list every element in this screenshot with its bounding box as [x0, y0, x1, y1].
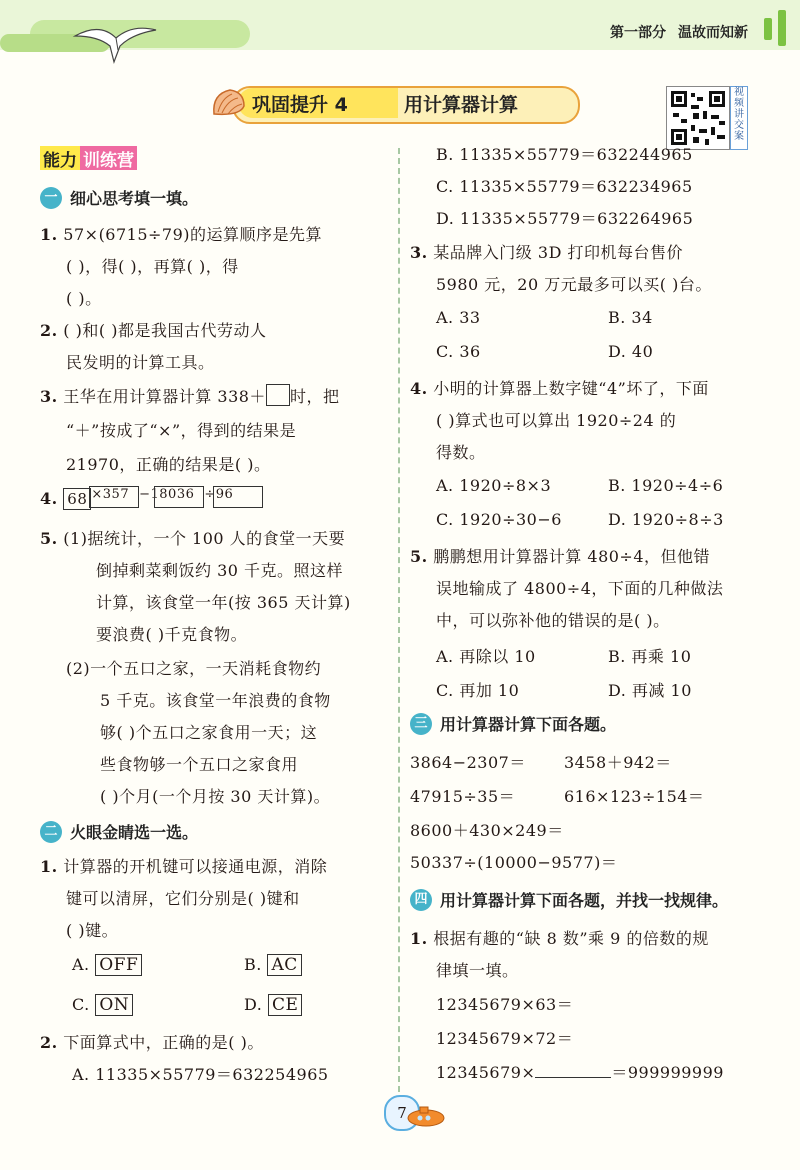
option[interactable]: C. 1920÷30−6: [436, 510, 562, 529]
badge-part-b: 训练营: [80, 146, 137, 170]
question-text: 鹏鹏想用计算器计算 480÷4，但他错: [433, 547, 711, 566]
option[interactable]: D. 11335×55779＝632264965: [436, 209, 694, 228]
question-line: [410, 544, 710, 567]
key-label: OFF: [95, 954, 142, 976]
question-number: 2.: [40, 1033, 58, 1052]
calc-expression: 8600＋430×249＝: [410, 821, 564, 840]
answer-box[interactable]: [266, 384, 290, 406]
question-text: 下面算式中，正确的是( )。: [63, 1033, 264, 1052]
question-line: [40, 318, 266, 341]
header-part-title: 温故而知新: [678, 25, 748, 41]
question-text: 时，把: [289, 387, 340, 406]
lesson-title: 巩固提升 4: [252, 94, 348, 116]
section-heading: [40, 186, 198, 209]
calc-expression: [436, 1060, 724, 1083]
question-line: [410, 376, 709, 399]
question-number: 5.: [40, 529, 58, 548]
shell-icon: [210, 86, 248, 122]
topic-title: 用计算器计算: [404, 94, 519, 116]
calc-expression-part: ＝999999999: [611, 1063, 724, 1082]
section-badge: [40, 146, 137, 170]
qr-label: 视频讲交案: [730, 86, 748, 150]
question-line: ( )算式也可以算出 1920÷24 的: [436, 411, 677, 430]
question-text: 计算器的开机键可以接通电源，消除: [63, 857, 328, 876]
seagull-icon: [70, 14, 160, 74]
page-number: 7: [384, 1095, 420, 1131]
question-line: 要浪费( )千克食物。: [96, 625, 248, 644]
answer-box[interactable]: [213, 486, 263, 508]
calc-expression: 3458＋942＝: [564, 753, 672, 772]
section-number: 二: [40, 821, 62, 843]
calc-expression: 50337÷(10000−9577)＝: [410, 853, 618, 872]
question-text: (1)据统计，一个 100 人的食堂一天要: [63, 529, 346, 548]
question-number: 3.: [40, 387, 58, 406]
option[interactable]: [72, 954, 142, 976]
option-letter: C.: [72, 995, 90, 1014]
option[interactable]: B. 34: [608, 308, 653, 327]
question-line: 够( )个五口之家食用一天；这: [100, 723, 318, 742]
header-part: 第一部分: [610, 25, 666, 41]
calc-expression: 47915÷35＝: [410, 787, 516, 806]
question-line: [410, 240, 683, 263]
question-line: 民发明的计算工具。: [66, 353, 215, 372]
option[interactable]: D. 40: [608, 342, 654, 361]
section-title: 用计算器计算下面各题，并找一找规律。: [440, 891, 729, 910]
answer-box[interactable]: [154, 486, 204, 508]
calc-expression: 3864−2307＝: [410, 753, 526, 772]
question-number: 4.: [40, 489, 58, 508]
question-number: 1.: [40, 225, 58, 244]
question-line: 键可以清屏，它们分别是( )键和: [66, 889, 300, 908]
question-line: ( )个月(一个月按 30 天计算)。: [100, 787, 331, 806]
chain-operation: ÷96: [204, 487, 234, 502]
chain-operation: −18036: [139, 487, 195, 502]
question-line: 中，可以弥补他的错误的是( )。: [436, 611, 670, 630]
option[interactable]: D. 再减 10: [608, 681, 692, 700]
header-section: [598, 22, 748, 42]
question-line: 倒掉剩菜剩饭约 30 千克。照这样: [96, 561, 344, 580]
question-number: 2.: [40, 321, 58, 340]
question-line: 些食物够一个五口之家食用: [100, 755, 299, 774]
option[interactable]: B. 再乘 10: [608, 647, 692, 666]
chain-operation: ×357: [91, 487, 130, 502]
option[interactable]: [72, 994, 133, 1016]
option[interactable]: B. 11335×55779＝632244965: [436, 145, 693, 164]
question-number: 1.: [410, 929, 428, 948]
section-title: 细心思考填一填。: [70, 189, 199, 208]
question-line: [40, 384, 339, 407]
question-line: 5980 元，20 万元最多可以买( )台。: [436, 275, 712, 294]
question-number: 1.: [40, 857, 58, 876]
key-label: AC: [267, 954, 301, 976]
question-line: [40, 1030, 264, 1053]
option-letter: A.: [72, 955, 90, 974]
question-line: 21970，正确的结果是( )。: [66, 455, 271, 474]
section-number: 一: [40, 187, 62, 209]
question-line: [410, 926, 709, 949]
section-heading: [410, 712, 616, 735]
option[interactable]: [244, 994, 302, 1016]
key-label: ON: [95, 994, 133, 1016]
option[interactable]: C. 再加 10: [436, 681, 520, 700]
question-line: 误地输成了 4800÷4，下面的几种做法: [436, 579, 724, 598]
corner-decor: [764, 18, 772, 40]
calc-expression: 12345679×63＝: [436, 995, 574, 1014]
corner-decor: [778, 10, 786, 46]
question-text: 王华在用计算器计算 338＋: [63, 387, 266, 406]
question-line: [40, 222, 322, 245]
section-title: 火眼金睛选一选。: [70, 823, 199, 842]
calc-expression: 616×123÷154＝: [564, 787, 705, 806]
section-number: 三: [410, 713, 432, 735]
question-line: [40, 526, 345, 549]
question-line: 5 千克。该食堂一年浪费的食物: [100, 691, 331, 710]
question-text: 小明的计算器上数字键“4”坏了，下面: [433, 379, 709, 398]
option[interactable]: [244, 954, 302, 976]
column-divider: [398, 148, 400, 1092]
calc-expression-part: 12345679×: [436, 1063, 536, 1082]
option[interactable]: A. 11335×55779＝632254965: [72, 1065, 329, 1084]
option-letter: D.: [244, 995, 263, 1014]
question-number: 4.: [410, 379, 428, 398]
question-number: 3.: [410, 243, 428, 262]
section-heading: [410, 888, 728, 911]
question-text: ( )和( )都是我国古代劳动人: [63, 321, 267, 340]
calc-expression: 12345679×72＝: [436, 1029, 574, 1048]
option[interactable]: C. 11335×55779＝632234965: [436, 177, 693, 196]
question-line: ( )。: [66, 289, 102, 308]
option[interactable]: A. 1920÷8×3: [436, 476, 552, 495]
question-line: 计算，该食堂一年(按 365 天计算): [96, 593, 351, 612]
option[interactable]: D. 1920÷8÷3: [608, 510, 724, 529]
qr-code-icon[interactable]: [666, 86, 730, 150]
section-heading: [40, 820, 198, 843]
answer-box[interactable]: [89, 486, 139, 508]
key-label: CE: [268, 994, 302, 1016]
question-line: ( )键。: [66, 921, 119, 940]
option-letter: B.: [244, 955, 262, 974]
option[interactable]: B. 1920÷4÷6: [608, 476, 724, 495]
option[interactable]: A. 再除以 10: [436, 647, 536, 666]
option[interactable]: A. 33: [436, 308, 481, 327]
submarine-icon: [404, 1104, 448, 1128]
question-text: 57×(6715÷79)的运算顺序是先算: [63, 225, 323, 244]
question-line: “＋”按成了“×”，得到的结果是: [66, 421, 297, 440]
option[interactable]: C. 36: [436, 342, 481, 361]
question-text: 根据有趣的“缺 8 数”乘 9 的倍数的规: [433, 929, 709, 948]
question-number: 5.: [410, 547, 428, 566]
question-line: [40, 486, 263, 510]
question-line: 得数。: [436, 443, 486, 462]
question-line: ( )，得( )，再算( )，得: [66, 257, 239, 276]
section-title: 用计算器计算下面各题。: [440, 715, 617, 734]
question-text: 某品牌入门级 3D 打印机每台售价: [433, 243, 683, 262]
section-number: 四: [410, 889, 432, 911]
question-line: [40, 854, 327, 877]
chain-start-box: 68: [63, 488, 91, 510]
badge-part-a: 能力: [40, 146, 80, 170]
question-line: (2)一个五口之家，一天消耗食物约: [66, 659, 322, 678]
question-line: 律填一填。: [436, 961, 519, 980]
answer-blank[interactable]: [535, 1063, 611, 1078]
